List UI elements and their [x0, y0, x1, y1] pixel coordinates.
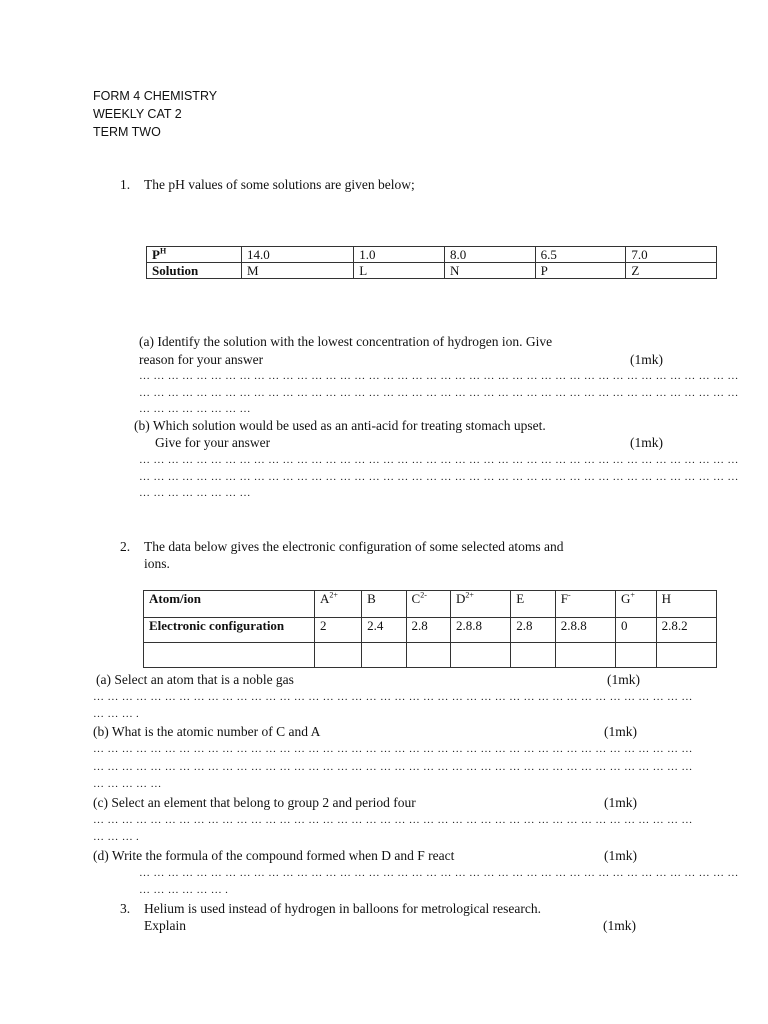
config-cell: 2.8: [511, 618, 555, 643]
q1a-marks: (1mk): [630, 352, 663, 367]
ph-cell: 14.0: [242, 247, 354, 263]
empty-cell: [555, 643, 615, 668]
q1a-text-line1: (a) Identify the solution with the lowest concentration of hydrogen ion. Give: [139, 334, 553, 349]
answer-line[interactable]: … … … … …: [93, 778, 162, 790]
answer-line[interactable]: … … … .: [93, 831, 140, 843]
empty-cell: [511, 643, 555, 668]
q1-number: 1.: [120, 177, 131, 192]
answer-line[interactable]: … … … … … … … … … … … … … … … … … … … … … … … … … … … … … … … … … … … … … … … … … …: [139, 471, 739, 483]
answer-line[interactable]: … … … … … … … …: [139, 487, 251, 499]
q2d-marks: (1mk): [604, 848, 637, 863]
atom-row: [144, 591, 717, 618]
config-cell: 2.8.8: [450, 618, 510, 643]
atom-cell: B: [362, 591, 406, 618]
empty-cell: [406, 643, 450, 668]
q3-text-line1: Helium is used instead of hydrogen in balloons for metrological research.: [144, 901, 542, 916]
empty-cell: [362, 643, 406, 668]
empty-cell: [450, 643, 510, 668]
answer-line[interactable]: … … … … … … … … … … … … … … … … … … … … … … … … … … … … … … … … … … … … … … … … … …: [93, 814, 693, 826]
configuration-table: [143, 590, 717, 668]
q1b-marks: (1mk): [630, 435, 663, 450]
q2c-text: (c) Select an element that belong to group 2 and period four: [93, 795, 416, 810]
atom-cell: $D^{2+}$: [450, 591, 510, 618]
solution-cell: Z: [626, 263, 717, 279]
empty-cell: [144, 643, 315, 668]
solution-cell: N: [444, 263, 535, 279]
config-row-label: Electronic configuration: [144, 618, 315, 643]
q2d-text: (d) Write the formula of the compound formed when D and F react: [93, 848, 455, 863]
q3-text-line2: Explain: [144, 918, 186, 933]
q2b-text: (b) What is the atomic number of C and A: [93, 724, 321, 739]
config-cell: 2.4: [362, 618, 406, 643]
config-cell: 0: [616, 618, 657, 643]
solution-cell: M: [242, 263, 354, 279]
q2a-text: (a) Select an atom that is a noble gas: [96, 672, 294, 687]
solution-row-label: Solution: [147, 263, 242, 279]
answer-line[interactable]: … … … … … … … … … … … … … … … … … … … … … … … … … … … … … … … … … … … … … … … … … …: [139, 387, 739, 399]
atom-cell: F-: [555, 591, 615, 618]
answer-line[interactable]: … … … … … … … …: [139, 403, 251, 415]
solution-cell: L: [354, 263, 445, 279]
header-test: WEEKLY CAT 2: [93, 107, 182, 121]
atom-cell: E: [511, 591, 555, 618]
q2b-marks: (1mk): [604, 724, 637, 739]
atom-cell: G+: [616, 591, 657, 618]
q1b-text-line1: (b) Which solution would be used as an anti-acid for treating stomach upset.: [134, 418, 546, 433]
config-cell: 2.8: [406, 618, 450, 643]
config-row: [144, 618, 717, 643]
atom-cell: $C^{2-}$: [406, 591, 450, 618]
q3-marks: (1mk): [603, 918, 636, 933]
config-cell: 2.8.2: [656, 618, 716, 643]
ph-cell: 6.5: [535, 247, 626, 263]
q2-text-line2: ions.: [144, 556, 170, 571]
ph-cell: 1.0: [354, 247, 445, 263]
answer-line[interactable]: … … … … … … … … … … … … … … … … … … … … … … … … … … … … … … … … … … … … … … … … … …: [93, 691, 693, 703]
q2a-marks: (1mk): [607, 672, 640, 687]
answer-line[interactable]: … … … … … … … … … … … … … … … … … … … … … … … … … … … … … … … … … … … … … … … … … …: [139, 370, 739, 382]
q1a-text-line2: reason for your answer: [139, 352, 264, 367]
ph-cell: 7.0: [626, 247, 717, 263]
empty-cell: [656, 643, 716, 668]
atom-row-label: Atom/ion: [144, 591, 315, 618]
q1b-text-line2: Give for your answer: [155, 435, 271, 450]
q2-text-line1: The data below gives the electronic configuration of some selected atoms and: [144, 539, 564, 554]
answer-line[interactable]: … … … … … … .: [139, 884, 229, 896]
q1-text: The pH values of some solutions are given below;: [144, 177, 415, 192]
empty-cell: [315, 643, 362, 668]
atom-cell: $A^{2+}$: [315, 591, 362, 618]
config-cell: 2.8.8: [555, 618, 615, 643]
atom-cell: H: [656, 591, 716, 618]
ph-table: [146, 246, 717, 279]
ph-row: [147, 247, 717, 263]
empty-row: [144, 643, 717, 668]
solution-cell: P: [535, 263, 626, 279]
answer-line[interactable]: … … … … … … … … … … … … … … … … … … … … … … … … … … … … … … … … … … … … … … … … … …: [139, 867, 739, 879]
q3-number: 3.: [120, 901, 131, 916]
ph-cell: 8.0: [444, 247, 535, 263]
ph-row-label: $P^H$: [147, 247, 242, 263]
q2-number: 2.: [120, 539, 131, 554]
header-course: FORM 4 CHEMISTRY: [93, 89, 218, 103]
answer-line[interactable]: … … … … … … … … … … … … … … … … … … … … … … … … … … … … … … … … … … … … … … … … … …: [93, 761, 693, 773]
solution-row: [147, 263, 717, 279]
header-term: TERM TWO: [93, 125, 161, 139]
empty-cell: [616, 643, 657, 668]
answer-line[interactable]: … … … … … … … … … … … … … … … … … … … … … … … … … … … … … … … … … … … … … … … … … …: [139, 454, 739, 466]
q2c-marks: (1mk): [604, 795, 637, 810]
answer-line[interactable]: … … … … … … … … … … … … … … … … … … … … … … … … … … … … … … … … … … … … … … … … … …: [93, 743, 693, 755]
answer-line[interactable]: … … … .: [93, 708, 140, 720]
config-cell: 2: [315, 618, 362, 643]
